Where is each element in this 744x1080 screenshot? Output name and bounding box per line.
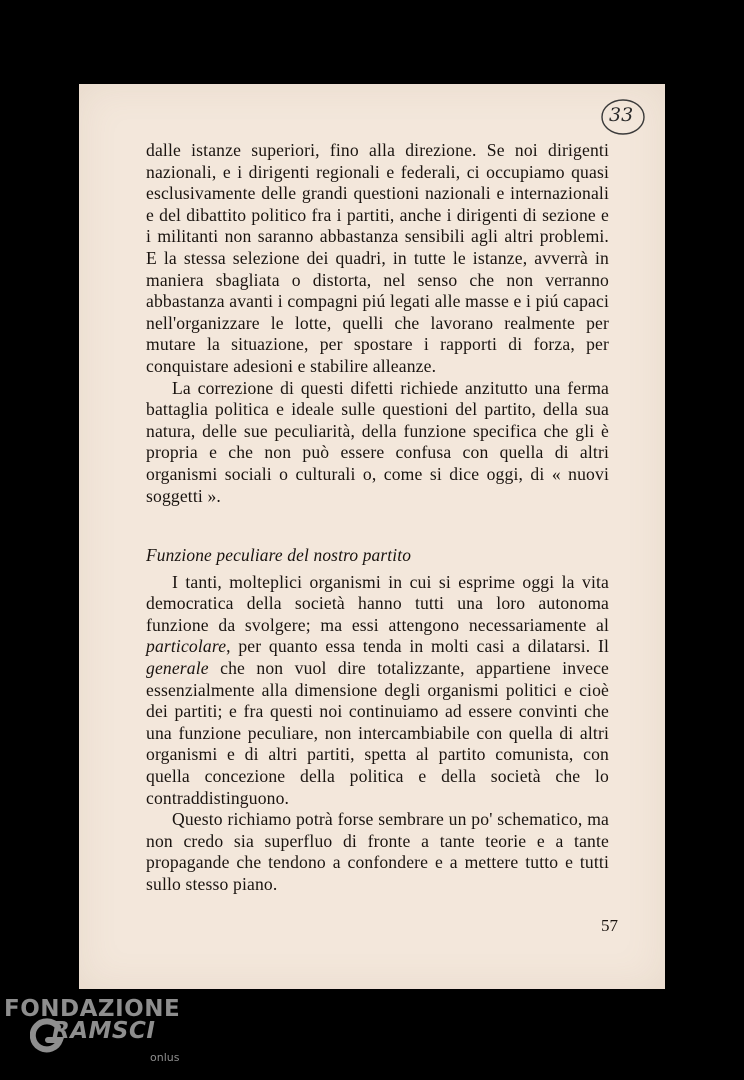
paragraph-3-text-c: che non vuol dire totalizzante, appartiene invece essenzialmente alla dimensione degli organismi politici e cioè dei partiti; e fra questi noi continuiamo ad essere convinti che una funzione peculiare, non intercambiabile con quella di altri organismi e di altri partiti, spetta al partito comunista, con quella concezione della politica e della società che lo contraddistinguono. [146,658,609,808]
logo-line-2: RAMSCI [52,1018,156,1044]
paragraph-4: Questo richiamo potrà forse sembrare un po' schematico, ma non credo sia superfluo di fronte a tante teorie e a tante propagande che tendono a confondere e a mettere tutto e tutti sullo stesso piano. [146,809,609,894]
archive-number: 33 [609,104,634,126]
paragraph-2: La correzione di questi difetti richiede anzitutto una ferma battaglia politica e ideale sulle questioni del partito, della sua natura, delle sue peculiarità, della funzione specifica che gli è propria e che non può essere confusa con quella di altri organismi sociali o culturali o, come si dice oggi, di « nuovi soggetti ». [146,377,609,506]
paragraph-3 [146,572,609,810]
logo-subtitle: onlus [150,1051,180,1064]
paragraph-3-text-a: I tanti, molteplici organismi in cui si esprime oggi la vita democratica della società hanno tutti una loro autonoma funzione da svolgere; ma essi attengono necessariamente al [146,571,609,635]
paragraph-3-text-b: , per quanto essa tenda in molti casi a dilatarsi. Il [226,636,609,657]
page-number: 57 [601,916,618,935]
archive-number-stamp [595,97,647,137]
italic-generale: generale [146,658,209,679]
paragraph-1: dalle istanze superiori, fino alla direzione. Se noi dirigenti nazionali, e i dirigenti regionali e federali, ci occupiamo quasi esclusivamente delle grandi questioni nazionali e internazionali e del dibattito politico fra i partiti, anche i dirigenti di sezione e i militanti non saranno abbastanza sensibili agli altri problemi. E la stessa selezione dei quadri, in tutte le istanze, avverrà in maniera sbagliata o distorta, nel senso che non verranno abbastanza avanti i compagni piú legati alle masse e i piú capaci nell'organizzare le lotte, quelli che lavorano realmente per mutare la situazione, per spostare i rapporti di forza, per conquistare adesioni e stabilire alleanze. [146,140,609,376]
italic-particolare: particolare [146,636,227,657]
logo-line-1: FONDAZIONE [4,996,181,1022]
section-heading: Funzione peculiare del nostro partito [146,545,412,566]
fondazione-gramsci-logo [4,996,194,1080]
book-page [79,84,665,989]
body-text [146,140,609,896]
